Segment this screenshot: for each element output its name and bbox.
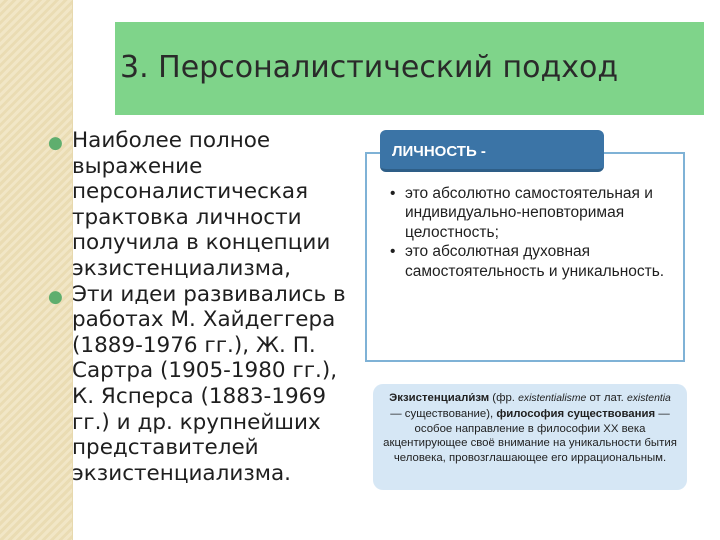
bullet-icon: ● <box>48 286 63 307</box>
meaning-text: — существование), <box>390 407 497 420</box>
paren-open-text: (фр. <box>489 392 519 404</box>
from-latin-text: от лат. <box>586 392 627 404</box>
existentialism-term: Экзистенциали́зм <box>389 392 490 404</box>
french-word: existentialisme <box>518 393 587 404</box>
left-bullet-list <box>48 128 348 486</box>
personality-definition-list <box>387 184 677 281</box>
definition-text: это абсолютная духовная самостоятельность и уникальность. <box>405 243 665 280</box>
bullet-icon: • <box>390 243 396 261</box>
slide-title: 3. Персоналистический подход <box>120 50 619 85</box>
definition-item <box>387 242 677 281</box>
bullet-icon: ● <box>48 133 63 153</box>
definition-text: это абсолютно самостоятельная и индивидуально-неповторимая целостность; <box>405 185 653 241</box>
existentialism-definition-box <box>373 384 687 490</box>
philosophy-of-existence-phrase: философия существования <box>496 407 656 420</box>
existentialism-description: — особое направление в философии XX века акцентирующее своё внимание на уникальности бытия человека, провозглашающее его иррациональным. <box>383 407 677 465</box>
latin-word: existentia <box>626 393 671 404</box>
definition-item <box>387 184 677 242</box>
bullet-icon: • <box>390 185 396 202</box>
personality-label: ЛИЧНОСТЬ - <box>392 143 486 160</box>
left-bullet-item <box>48 282 348 487</box>
left-bullet-text: Эти идеи развивались в работах М. Хайдеггера (1889-1976 гг.), Ж. П. Сартра (1905-1980 гг.), К. Ясперса (1883-1969 гг.) и др. крупнейших представителей экзистенциализма. <box>72 281 346 486</box>
left-bullet-item <box>48 128 348 282</box>
left-bullet-text: Наиболее полное выражение персоналистическая трактовка личности получила в концепции экзистенциализма, <box>72 128 331 281</box>
